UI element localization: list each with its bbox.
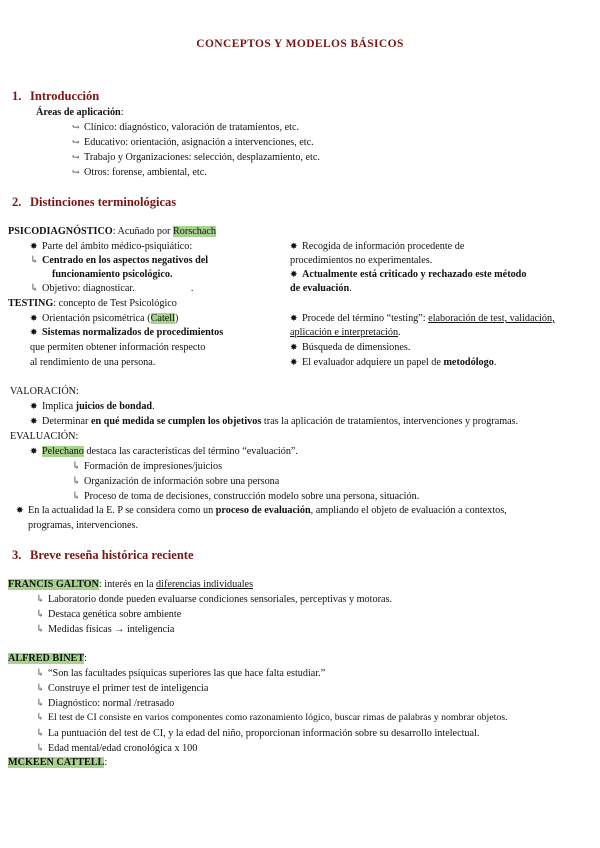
list-item: ✸ En la actualidad la E. P se considera como un proceso de evaluación, ampliando el objeto de evaluación a contextos, [16, 505, 507, 516]
name-highlight: MCKEEN CATTELL [8, 757, 105, 768]
section-heading-historia [12, 547, 194, 564]
section-number: 3. [12, 548, 22, 562]
bullet-icon: ✸ [30, 446, 38, 456]
bullet-icon: ✸ [30, 416, 38, 426]
bullet-icon: ✸ [16, 505, 24, 515]
list-item-continuation: al rendimiento de una persona. [30, 357, 156, 368]
list-item: ✸ Orientación psicométrica (Catell) [30, 313, 179, 324]
author-highlight: Rorschach [173, 226, 216, 237]
galton-heading: FRANCIS GALTON: interés en la diferencias individuales [8, 579, 254, 590]
arrow-icon: ↪ [72, 137, 80, 147]
section-heading-distinciones [12, 194, 176, 211]
sub-list-item: ↳ Formación de impresiones/juicios [72, 461, 223, 472]
bullet-icon: ✸ [30, 401, 38, 411]
arrow-icon: ↪ [72, 167, 80, 177]
hook-arrow-icon: ↳ [36, 624, 45, 635]
list-item: ↳ Laboratorio donde pueden evaluarse condiciones sensoriales, perceptivas y motoras. [36, 594, 392, 605]
sub-list-item: ↳ Organización de información sobre una persona [72, 476, 280, 487]
list-item: ✸ Búsqueda de dimensiones. [290, 342, 411, 353]
list-item: ✸ Recogida de información procedente de [290, 241, 465, 252]
hook-arrow-icon: ↳ [30, 283, 39, 294]
list-item: ↳ Edad mental/edad cronológica x 100 [36, 743, 198, 754]
hook-arrow-icon: ↳ [36, 609, 45, 620]
bullet-icon: ✸ [290, 342, 298, 352]
list-item: ↪ Trabajo y Organizaciones: selección, desplazamiento, etc. [72, 152, 320, 163]
section-title: Breve reseña histórica reciente [30, 548, 194, 562]
list-item-continuation: aplicación e interpretación. [290, 327, 401, 338]
bullet-icon: ✸ [30, 241, 38, 251]
list-item: ↳ Centrado en los aspectos negativos del [30, 255, 209, 266]
bullet-icon: ✸ [30, 327, 38, 337]
hook-arrow-icon: ↳ [72, 476, 81, 487]
hook-arrow-icon: ↳ [36, 712, 45, 723]
evaluacion-heading: EVALUACIÓN: [10, 431, 79, 442]
hook-arrow-icon: ↳ [36, 743, 45, 754]
hook-arrow-icon: ↳ [36, 683, 45, 694]
sub-list-item: ↳ Proceso de toma de decisiones, construcción modelo sobre una persona, situación. [72, 491, 420, 502]
author-highlight: Pelechano [42, 446, 84, 457]
list-item: ✸ Actualmente está criticado y rechazado este método [290, 269, 527, 280]
binet-heading: ALFRED BINET: [8, 653, 87, 664]
list-item: ↳ Objetivo: diagnosticar. . [30, 283, 194, 294]
hook-arrow-icon: ↳ [72, 461, 81, 472]
name-highlight: ALFRED BINET [8, 653, 85, 664]
list-item-continuation: programas, intervenciones. [28, 520, 139, 531]
list-item-continuation: de evaluación. [290, 283, 352, 294]
bullet-icon: ✸ [290, 269, 298, 279]
section-number: 2. [12, 195, 22, 209]
list-item-continuation: funcionamiento psicológico. [52, 269, 173, 280]
list-item: ↳ La puntuación del test de CI, y la edad del niño, proporcionan información sobre su desarrollo intelectual. [36, 728, 480, 739]
section-title: Distinciones terminológicas [30, 195, 177, 209]
author-highlight: Catell [150, 313, 175, 324]
list-item: ↳ El test de CI consiste en varios componentes como razonamiento lógico, buscar rimas de palabras y nombrar objetos. [36, 712, 508, 723]
bullet-icon: ✸ [290, 241, 298, 251]
list-item: ↪ Otros: forense, ambiental, etc. [72, 167, 207, 178]
list-item: ✸ Determinar en qué medida se cumplen los objetivos tras la aplicación de tratamientos, intervenciones y programas. [30, 416, 519, 427]
list-item: ✸ Pelechano destaca las características del término “evaluación”. [30, 446, 298, 457]
name-highlight: FRANCIS GALTON [8, 579, 99, 590]
list-item: ↳ Diagnóstico: normal /retrasado [36, 698, 175, 709]
list-item: ↪ Clínico: diagnóstico, valoración de tratamientos, etc. [72, 122, 300, 133]
section-heading-introduccion [12, 88, 99, 105]
section-number: 1. [12, 89, 22, 103]
hook-arrow-icon: ↳ [30, 255, 39, 266]
list-item: ↳ “Son las facultades psíquicas superiores las que hace falta estudiar.” [36, 668, 326, 679]
psicodiagnostico-heading: PSICODIAGNÓSTICO: Acuñado por Rorschach [8, 226, 216, 237]
areas-label-line: Áreas de aplicación: [36, 107, 124, 118]
hook-arrow-icon: ↳ [36, 668, 45, 679]
list-item-continuation: que permiten obtener información respecto [30, 342, 206, 353]
testing-heading: TESTING: concepto de Test Psicológico [8, 298, 177, 309]
list-item-continuation: procedimientos no experimentales. [290, 255, 433, 266]
list-item: ✸ Implica juicios de bondad. [30, 401, 155, 412]
list-item: ✸ Procede del término “testing”: elaboración de test, validación, [290, 313, 555, 324]
arrow-icon: ↪ [72, 122, 80, 132]
bullet-icon: ✸ [290, 357, 298, 367]
areas-label: Áreas de aplicación [36, 107, 121, 118]
bullet-icon: ✸ [290, 313, 298, 323]
page-title: CONCEPTOS Y MODELOS BÁSICOS [196, 38, 404, 50]
arrow-icon: ↪ [72, 152, 80, 162]
list-item: ✸ Sistemas normalizados de procedimientos [30, 327, 224, 338]
valoracion-heading: VALORACIÓN: [10, 386, 79, 397]
cattell-heading: MCKEEN CATTELL: [8, 757, 108, 768]
hook-arrow-icon: ↳ [36, 594, 45, 605]
hook-arrow-icon: ↳ [36, 728, 45, 739]
list-item: ↳ Destaca genética sobre ambiente [36, 609, 182, 620]
list-item: ↳ Construye el primer test de inteligencia [36, 683, 209, 694]
list-item: ↳ Medidas físicas → inteligencia [36, 624, 175, 635]
bullet-icon: ✸ [30, 313, 38, 323]
list-item: ↪ Educativo: orientación, asignación a intervenciones, etc. [72, 137, 314, 148]
section-title: Introducción [30, 89, 100, 103]
list-item: ✸ Parte del ámbito médico-psiquiático: [30, 241, 193, 252]
hook-arrow-icon: ↳ [36, 698, 45, 709]
list-item: ✸ El evaluador adquiere un papel de metodólogo. [290, 357, 497, 368]
hook-arrow-icon: ↳ [72, 491, 81, 502]
